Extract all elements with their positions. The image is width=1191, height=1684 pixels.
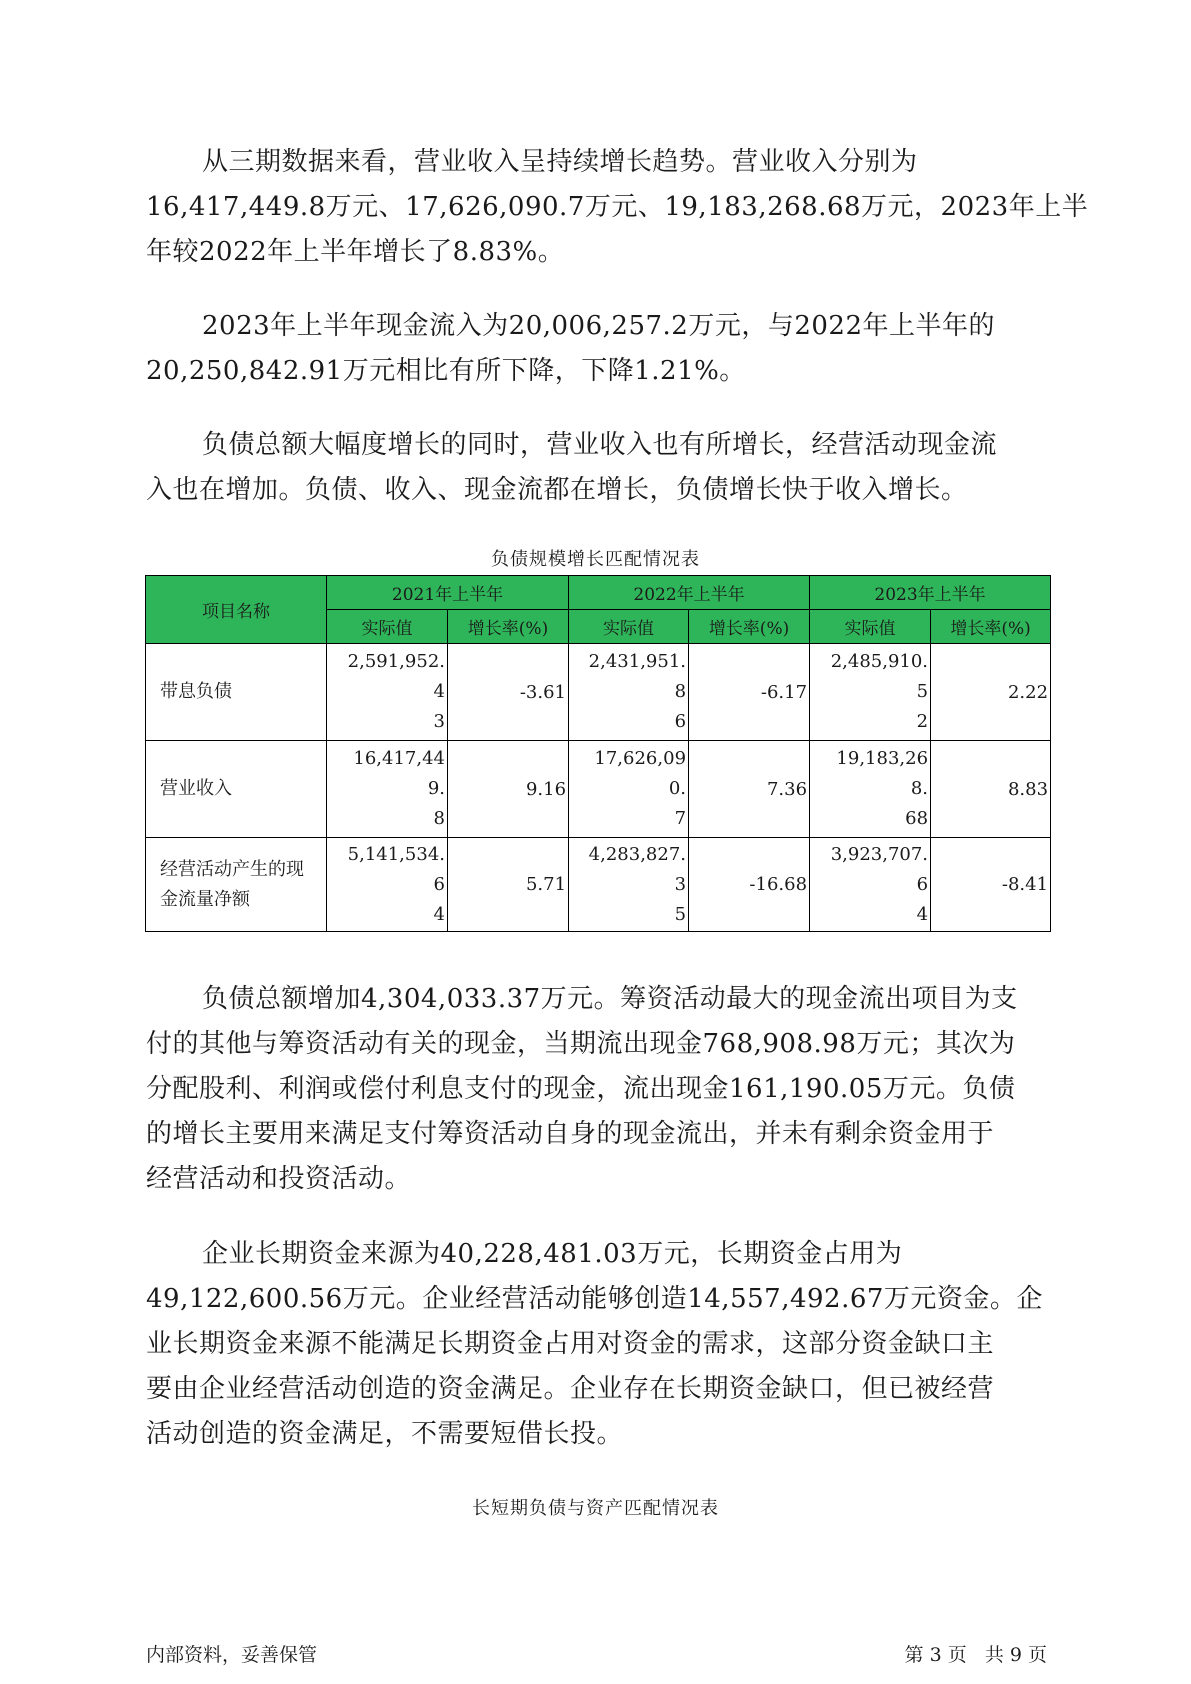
actual-value-cell: [810, 741, 931, 838]
value-part: 2,485,910.5: [830, 651, 929, 702]
text-line: 从三期数据来看，营业收入呈持续增长趋势。营业收入分别为: [202, 147, 918, 177]
value-part: 8: [433, 808, 445, 829]
table-row: [146, 838, 1051, 932]
value-part: 5: [674, 903, 687, 925]
text-line: 活动创造的资金满足，不需要短借长投。: [146, 1419, 624, 1449]
footer-confidential-note: 内部资料，妥善保管: [146, 1644, 318, 1666]
growth-rate-cell: 8.83: [931, 741, 1051, 838]
row-label-part: 经营活动产生的现: [160, 858, 304, 880]
text-line: 付的其他与筹资活动有关的现金，当期流出现金768,908.98万元；其次为: [146, 1029, 1016, 1059]
header-period: 2022年上半年: [569, 576, 810, 610]
header-rate: 增长率(%): [448, 610, 569, 644]
paragraph-liability-growth: [146, 423, 1046, 513]
header-actual: 实际值: [569, 610, 689, 644]
liability-growth-table: [145, 575, 1051, 932]
table-row: [146, 741, 1051, 838]
value-part: 3,923,707.6: [830, 843, 929, 895]
value-part: 2: [916, 711, 929, 732]
text-line: 负债总额增加4,304,033.37万元。筹资活动最大的现金流出项目为支: [202, 984, 1018, 1014]
text-line: 年较2022年上半年增长了8.83%。: [146, 237, 565, 267]
growth-rate-cell: 5.71: [448, 838, 569, 932]
value-part: 4: [916, 903, 929, 925]
text-line: 分配股利、利润或偿付利息支付的现金，流出现金161,190.05万元。负债: [146, 1074, 1016, 1104]
value-part: 19,183,268.: [836, 748, 929, 799]
actual-value-cell: [569, 741, 689, 838]
actual-value-cell: [569, 838, 689, 932]
actual-value-cell: [327, 644, 448, 741]
value-part: 68: [905, 808, 929, 829]
header-actual: 实际值: [327, 610, 448, 644]
actual-value-cell: [810, 838, 931, 932]
text-line: 20,250,842.91万元相比有所下降，下降1.21%。: [146, 356, 746, 386]
actual-value-cell: [810, 644, 931, 741]
header-actual: 实际值: [810, 610, 931, 644]
table-row: [146, 644, 1051, 741]
header-period: 2021年上半年: [327, 576, 569, 610]
paragraph-cash-inflow: [146, 304, 1046, 394]
header-rate: 增长率(%): [689, 610, 810, 644]
text-line: 经营活动和投资活动。: [146, 1164, 412, 1194]
growth-rate-cell: 2.22: [931, 644, 1051, 741]
text-line: 业长期资金来源不能满足长期资金占用对资金的需求，这部分资金缺口主: [146, 1329, 995, 1359]
value-part: 2,591,952.4: [347, 651, 445, 702]
actual-value-cell: [327, 741, 448, 838]
text-line: 要由企业经营活动创造的资金满足。企业存在长期资金缺口，但已被经营: [146, 1374, 995, 1404]
value-part: 17,626,090.: [594, 748, 687, 799]
row-label: 营业收入: [146, 741, 327, 838]
header-period: 2023年上半年: [810, 576, 1051, 610]
row-label: 带息负债: [146, 644, 327, 741]
value-part: 4: [433, 903, 445, 925]
text-line: 16,417,449.8万元、17,626,090.7万元、19,183,268.68万元，2023年上半: [146, 192, 1089, 222]
growth-rate-cell: 9.16: [448, 741, 569, 838]
text-line: 的增长主要用来满足支付筹资活动自身的现金流出，并未有剩余资金用于: [146, 1119, 995, 1149]
paragraph-long-term-funds: [146, 1232, 1046, 1457]
row-label: [146, 838, 327, 932]
value-part: 3: [433, 711, 445, 732]
actual-value-cell: [327, 838, 448, 932]
header-rate: 增长率(%): [931, 610, 1051, 644]
text-line: 49,122,600.56万元。企业经营活动能够创造14,557,492.67万元资金。企: [146, 1284, 1043, 1314]
growth-rate-cell: 7.36: [689, 741, 810, 838]
text-line: 企业长期资金来源为40,228,481.03万元，长期资金占用为: [202, 1239, 903, 1269]
text-line: 负债总额大幅度增长的同时，营业收入也有所增长，经营活动现金流: [202, 430, 998, 460]
value-part: 16,417,449.: [353, 748, 445, 799]
table-caption: 负债规模增长匹配情况表: [491, 549, 700, 570]
value-part: 2,431,951.8: [588, 651, 687, 702]
table-caption: 长短期负债与资产匹配情况表: [472, 1498, 719, 1519]
value-part: 5,141,534.6: [347, 843, 445, 895]
paragraph-financing-outflow: [146, 977, 1046, 1202]
text-line: 2023年上半年现金流入为20,006,257.2万元，与2022年上半年的: [202, 311, 996, 341]
row-label-part: 金流量净额: [160, 888, 250, 910]
text-line: 入也在增加。负债、收入、现金流都在增长，负债增长快于收入增长。: [146, 475, 968, 505]
paragraph-revenue-trend: [146, 140, 1089, 275]
footer-page-number: 第 3 页 共 9 页: [904, 1644, 1047, 1666]
actual-value-cell: [569, 644, 689, 741]
value-part: 6: [674, 711, 687, 732]
value-part: 7: [674, 808, 687, 829]
growth-rate-cell: -16.68: [689, 838, 810, 932]
growth-rate-cell: -8.41: [931, 838, 1051, 932]
header-item-name: 项目名称: [146, 576, 327, 644]
growth-rate-cell: -6.17: [689, 644, 810, 741]
growth-rate-cell: -3.61: [448, 644, 569, 741]
value-part: 4,283,827.3: [588, 843, 687, 895]
